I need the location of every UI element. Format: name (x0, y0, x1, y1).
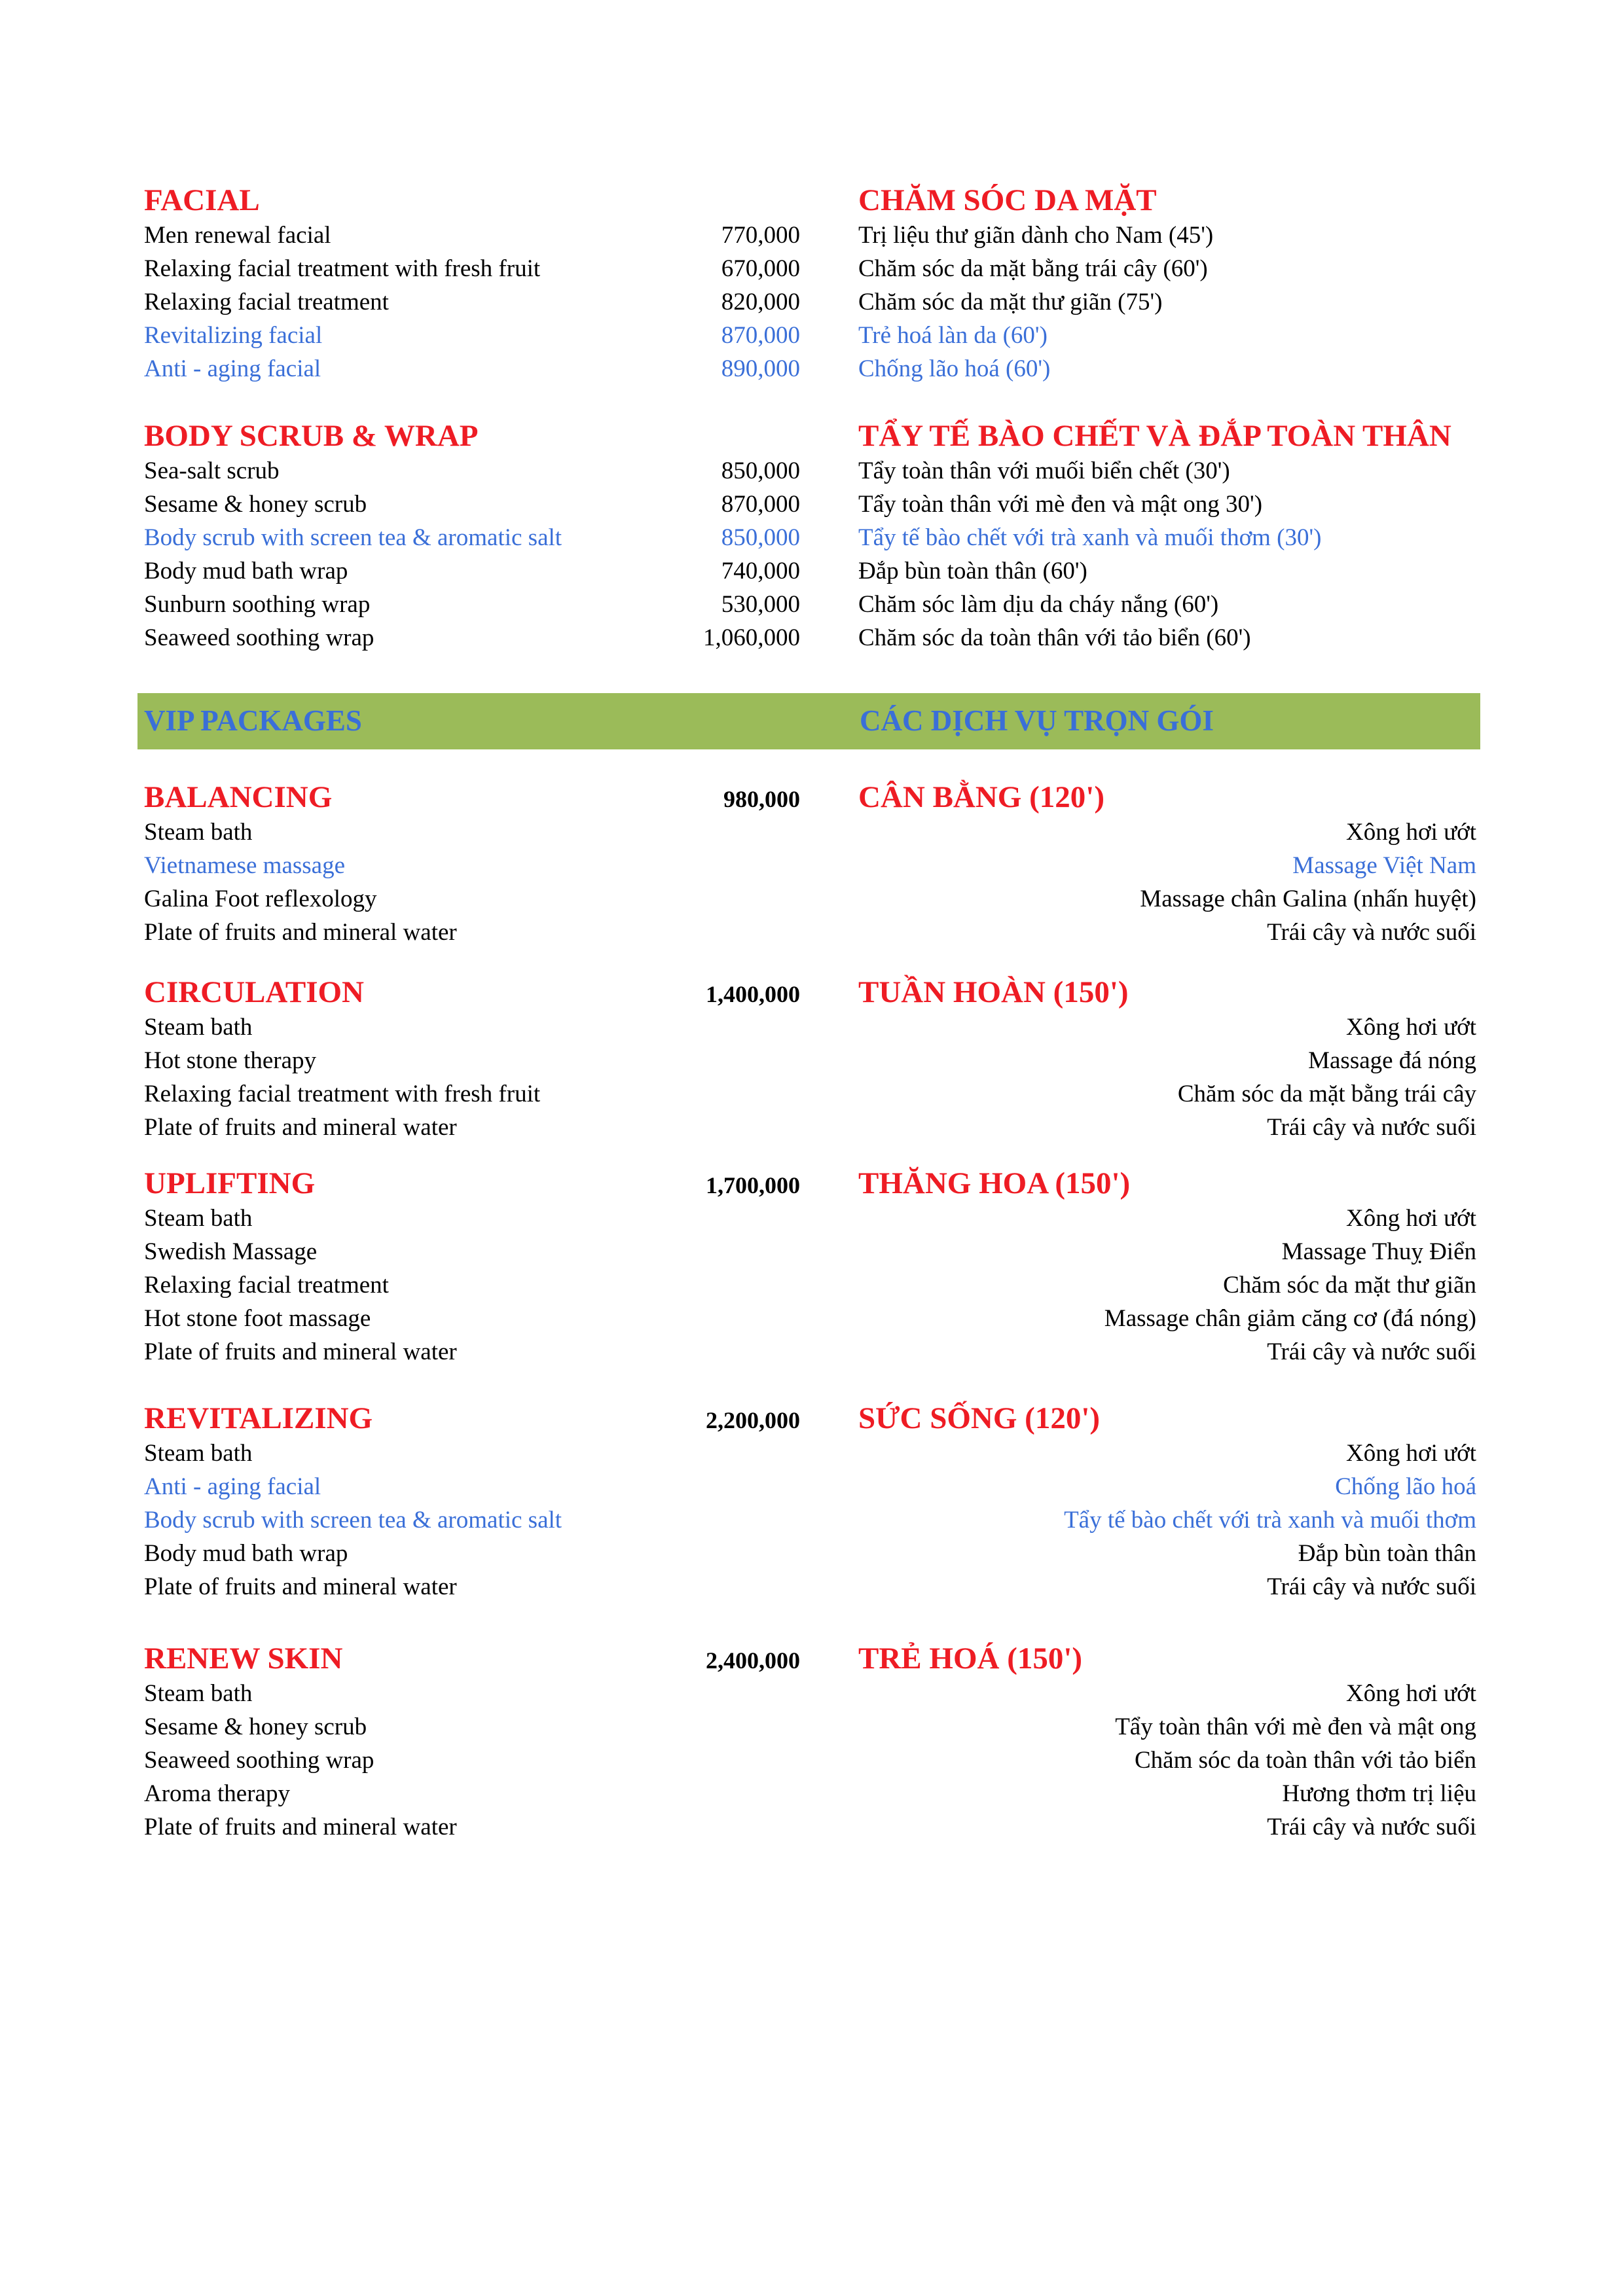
body-scrub-item-name: Sea-salt scrub (144, 457, 280, 484)
package-item-name: Plate of fruits and mineral water (144, 1573, 457, 1600)
package-title-en: REVITALIZING (144, 1401, 373, 1435)
facial-item-name-vi: Chống lão hoá (60') (858, 355, 1051, 382)
package-item-name: Steam bath (144, 1014, 253, 1041)
facial-item-price: 770,000 (721, 222, 800, 249)
package-item-name: Relaxing facial treatment (144, 1272, 389, 1299)
vip-packages-band (137, 693, 1480, 749)
facial-item-name: Revitalizing facial (144, 322, 323, 349)
facial-title-en: FACIAL (144, 183, 260, 217)
package-title-vi: SỨC SỐNG (120') (858, 1401, 1101, 1435)
package-item-name: Body mud bath wrap (144, 1540, 348, 1567)
package-item-name-vi: Trái cây và nước suối (1267, 1814, 1476, 1840)
package-item-name-vi: Massage đá nóng (1308, 1047, 1476, 1074)
package-item-name-vi: Chống lão hoá (1335, 1473, 1476, 1500)
package-item-name-vi: Hương thơm trị liệu (1282, 1780, 1476, 1807)
facial-item-price: 820,000 (721, 289, 800, 315)
package-item-name: Steam bath (144, 1680, 253, 1707)
package-title-vi: TRẺ HOÁ (150') (858, 1641, 1083, 1676)
package-item-name: Seaweed soothing wrap (144, 1747, 374, 1774)
package-title-vi: THĂNG HOA (150') (858, 1166, 1131, 1200)
body-scrub-item-name-vi: Chăm sóc làm dịu da cháy nắng (60') (858, 591, 1219, 618)
package-price: 980,000 (723, 786, 800, 812)
package-price: 2,400,000 (706, 1647, 800, 1674)
facial-item-price: 890,000 (721, 355, 800, 382)
package-item-name-vi: Massage Việt Nam (1292, 852, 1476, 879)
body-scrub-item-name: Body scrub with screen tea & aromatic salt (144, 524, 562, 551)
facial-item-name: Anti - aging facial (144, 355, 321, 382)
package-item-name-vi: Massage chân Galina (nhấn huyệt) (1140, 886, 1476, 912)
package-item-name-vi: Chăm sóc da toàn thân với tảo biển (1134, 1747, 1476, 1774)
package-item-name: Relaxing facial treatment with fresh fruit (144, 1081, 541, 1107)
package-item-name-vi: Chăm sóc da mặt thư giãn (1223, 1272, 1476, 1299)
package-title-en: RENEW SKIN (144, 1641, 343, 1676)
body-scrub-item-price: 1,060,000 (703, 624, 800, 651)
facial-item-name-vi: Trẻ hoá làn da (60') (858, 322, 1048, 349)
body-scrub-item-price: 870,000 (721, 491, 800, 518)
package-item-name-vi: Trái cây và nước suối (1267, 1573, 1476, 1600)
package-title-vi: TUẦN HOÀN (150') (858, 975, 1129, 1009)
body-scrub-title-vi: TẨY TẾ BÀO CHẾT VÀ ĐẮP TOÀN THÂN (858, 419, 1451, 453)
package-item-name-vi: Chăm sóc da mặt bằng trái cây (1177, 1081, 1476, 1107)
facial-item-name: Men renewal facial (144, 222, 331, 249)
package-title-en: CIRCULATION (144, 975, 364, 1009)
package-item-name: Anti - aging facial (144, 1473, 321, 1500)
vip-band-title-en: VIP PACKAGES (144, 704, 362, 737)
package-item-name: Plate of fruits and mineral water (144, 919, 457, 946)
package-title-vi: CÂN BẰNG (120') (858, 780, 1104, 814)
package-item-name: Steam bath (144, 819, 253, 846)
body-scrub-item-price: 530,000 (721, 591, 800, 618)
package-price: 1,400,000 (706, 981, 800, 1007)
package-item-name-vi: Xông hơi ướt (1346, 1205, 1476, 1232)
package-item-name: Steam bath (144, 1205, 253, 1232)
body-scrub-item-name-vi: Tẩy tế bào chết với trà xanh và muối thơm (30') (858, 524, 1322, 551)
body-scrub-item-name-vi: Đắp bùn toàn thân (60') (858, 558, 1087, 584)
package-item-name: Plate of fruits and mineral water (144, 1814, 457, 1840)
body-scrub-item-price: 740,000 (721, 558, 800, 584)
facial-item-name-vi: Trị liệu thư giãn dành cho Nam (45') (858, 222, 1214, 249)
package-item-name: Vietnamese massage (144, 852, 346, 879)
package-item-name: Plate of fruits and mineral water (144, 1338, 457, 1365)
vip-band-title-vi: CÁC DỊCH VỤ TRỌN GÓI (860, 704, 1214, 737)
package-item-name-vi: Trái cây và nước suối (1267, 1114, 1476, 1141)
package-item-name: Aroma therapy (144, 1780, 290, 1807)
facial-title-vi: CHĂM SÓC DA MẶT (858, 183, 1157, 217)
facial-item-name-vi: Chăm sóc da mặt thư giãn (75') (858, 289, 1163, 315)
package-item-name-vi: Massage chân giảm căng cơ (đá nóng) (1104, 1305, 1476, 1332)
body-scrub-item-name: Sesame & honey scrub (144, 491, 367, 518)
facial-item-name: Relaxing facial treatment with fresh fruit (144, 255, 541, 282)
body-scrub-item-price: 850,000 (721, 524, 800, 551)
facial-item-price: 870,000 (721, 322, 800, 349)
body-scrub-item-name-vi: Tẩy toàn thân với muối biển chết (30') (858, 457, 1230, 484)
facial-item-price: 670,000 (721, 255, 800, 282)
package-item-name-vi: Xông hơi ướt (1346, 819, 1476, 846)
package-item-name-vi: Xông hơi ướt (1346, 1680, 1476, 1707)
package-item-name-vi: Xông hơi ướt (1346, 1014, 1476, 1041)
body-scrub-item-name-vi: Tẩy toàn thân với mè đen và mật ong 30') (858, 491, 1263, 518)
package-item-name-vi: Massage Thuỵ Điển (1281, 1238, 1476, 1265)
package-item-name: Swedish Massage (144, 1238, 318, 1265)
facial-item-name-vi: Chăm sóc da mặt bằng trái cây (60') (858, 255, 1208, 282)
package-title-en: UPLIFTING (144, 1166, 316, 1200)
body-scrub-item-name: Body mud bath wrap (144, 558, 348, 584)
package-item-name: Plate of fruits and mineral water (144, 1114, 457, 1141)
package-item-name-vi: Trái cây và nước suối (1267, 919, 1476, 946)
package-item-name: Body scrub with screen tea & aromatic salt (144, 1507, 562, 1534)
package-price: 1,700,000 (706, 1172, 800, 1198)
package-price: 2,200,000 (706, 1407, 800, 1433)
body-scrub-item-name: Sunburn soothing wrap (144, 591, 371, 618)
body-scrub-item-price: 850,000 (721, 457, 800, 484)
package-item-name: Sesame & honey scrub (144, 1713, 367, 1740)
package-item-name: Hot stone foot massage (144, 1305, 371, 1332)
package-item-name-vi: Tẩy tế bào chết với trà xanh và muối thơm (1064, 1507, 1476, 1534)
package-item-name-vi: Xông hơi ướt (1346, 1440, 1476, 1467)
package-item-name: Galina Foot reflexology (144, 886, 377, 912)
package-item-name-vi: Tẩy toàn thân với mè đen và mật ong (1115, 1713, 1476, 1740)
body-scrub-item-name-vi: Chăm sóc da toàn thân với tảo biển (60') (858, 624, 1251, 651)
package-title-en: BALANCING (144, 780, 333, 814)
package-item-name-vi: Đắp bùn toàn thân (1298, 1540, 1476, 1567)
package-item-name: Hot stone therapy (144, 1047, 317, 1074)
package-item-name-vi: Trái cây và nước suối (1267, 1338, 1476, 1365)
body-scrub-item-name: Seaweed soothing wrap (144, 624, 374, 651)
package-item-name: Steam bath (144, 1440, 253, 1467)
body-scrub-title-en: BODY SCRUB & WRAP (144, 419, 479, 453)
facial-item-name: Relaxing facial treatment (144, 289, 389, 315)
